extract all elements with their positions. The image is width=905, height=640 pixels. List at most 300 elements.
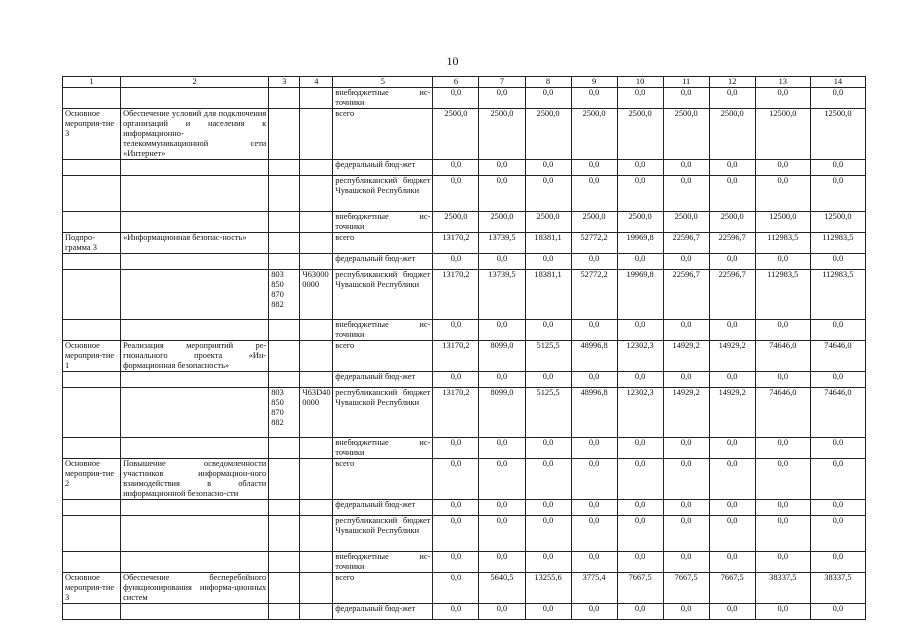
classifier-cell: [300, 573, 333, 604]
value-cell: 0,0: [479, 459, 525, 500]
column-header-7: 7: [479, 77, 525, 88]
table-row: [63, 109, 866, 160]
value-cell: 0,0: [755, 372, 810, 388]
classifier-cell: [300, 552, 333, 573]
code-cell: [269, 459, 300, 500]
source-cell: внебюджетные ис-точники: [333, 552, 433, 573]
value-cell: 13739,5: [479, 233, 525, 254]
classifier-cell: [300, 88, 333, 109]
value-cell: 0,0: [617, 160, 663, 176]
value-cell: 0,0: [479, 176, 525, 212]
value-cell: 0,0: [525, 254, 571, 270]
value-cell: 0,0: [571, 176, 617, 212]
value-cell: 3775,4: [571, 573, 617, 604]
value-cell: 2500,0: [571, 109, 617, 160]
table-row: [63, 516, 866, 552]
classifier-cell: [300, 604, 333, 620]
column-header-3: 3: [269, 77, 300, 88]
program-cell: [63, 160, 121, 176]
value-cell: 0,0: [525, 372, 571, 388]
classifier-cell: [300, 320, 333, 341]
program-cell: [63, 516, 121, 552]
value-cell: 0,0: [525, 552, 571, 573]
value-cell: 0,0: [663, 516, 709, 552]
value-cell: 0,0: [571, 552, 617, 573]
description-cell: [121, 438, 269, 459]
source-cell: внебюджетные ис-точники: [333, 212, 433, 233]
value-cell: 2500,0: [433, 212, 479, 233]
value-cell: 0,0: [479, 160, 525, 176]
source-cell: всего: [333, 233, 433, 254]
value-cell: 0,0: [810, 438, 865, 459]
value-cell: 0,0: [810, 372, 865, 388]
value-cell: 2500,0: [663, 109, 709, 160]
value-cell: 0,0: [755, 320, 810, 341]
table-row: [63, 459, 866, 500]
value-cell: 7667,5: [709, 573, 755, 604]
value-cell: 0,0: [525, 500, 571, 516]
table-row: [63, 270, 866, 320]
program-cell: Основное мероприя-тие 3: [63, 573, 121, 604]
value-cell: 0,0: [663, 552, 709, 573]
value-cell: 0,0: [709, 604, 755, 620]
source-cell: всего: [333, 341, 433, 372]
table-row: [63, 500, 866, 516]
value-cell: 0,0: [810, 604, 865, 620]
code-cell: [269, 160, 300, 176]
value-cell: 0,0: [433, 573, 479, 604]
page-number: 10: [446, 54, 459, 68]
value-cell: 0,0: [617, 500, 663, 516]
value-cell: 112983,5: [810, 233, 865, 254]
value-cell: 112983,5: [755, 233, 810, 254]
value-cell: 38337,5: [755, 573, 810, 604]
value-cell: 0,0: [755, 552, 810, 573]
code-cell: [269, 176, 300, 212]
code-cell: [269, 438, 300, 459]
table-row: [63, 88, 866, 109]
description-cell: [121, 254, 269, 270]
value-cell: 0,0: [571, 459, 617, 500]
value-cell: 0,0: [525, 176, 571, 212]
value-cell: 0,0: [433, 516, 479, 552]
description-cell: [121, 270, 269, 320]
description-cell: [121, 552, 269, 573]
value-cell: 2500,0: [663, 212, 709, 233]
value-cell: 13170,2: [433, 388, 479, 438]
source-cell: всего: [333, 573, 433, 604]
value-cell: 2500,0: [479, 109, 525, 160]
value-cell: 0,0: [617, 254, 663, 270]
code-cell: [269, 500, 300, 516]
value-cell: 0,0: [525, 88, 571, 109]
value-cell: 0,0: [709, 516, 755, 552]
value-cell: 0,0: [433, 438, 479, 459]
value-cell: 0,0: [479, 516, 525, 552]
source-cell: республиканский бюджет Чувашской Республики: [333, 388, 433, 438]
source-cell: внебюджетные ис-точники: [333, 438, 433, 459]
value-cell: 12302,3: [617, 341, 663, 372]
source-cell: всего: [333, 109, 433, 160]
value-cell: 74646,0: [755, 341, 810, 372]
classifier-cell: [300, 176, 333, 212]
value-cell: 0,0: [617, 176, 663, 212]
description-cell: Обеспечение бесперебойного функционирования информа-ционных систем: [121, 573, 269, 604]
value-cell: 14929,2: [709, 341, 755, 372]
value-cell: 48996,8: [571, 341, 617, 372]
value-cell: 0,0: [755, 88, 810, 109]
value-cell: 0,0: [571, 438, 617, 459]
value-cell: 14929,2: [709, 388, 755, 438]
table-row: [63, 212, 866, 233]
description-cell: Повышение осведомленности участников информацион-ного взаимодействия в области информационной безопасно-сти: [121, 459, 269, 500]
value-cell: 13170,2: [433, 270, 479, 320]
value-cell: 5125,5: [525, 341, 571, 372]
table-row: [63, 320, 866, 341]
source-cell: внебюджетные ис-точники: [333, 88, 433, 109]
value-cell: 2500,0: [479, 212, 525, 233]
value-cell: 13170,2: [433, 341, 479, 372]
code-cell: [269, 212, 300, 233]
value-cell: 74646,0: [755, 388, 810, 438]
value-cell: 52772,2: [571, 233, 617, 254]
source-cell: федеральный бюд-жет: [333, 604, 433, 620]
classifier-cell: [300, 254, 333, 270]
value-cell: 0,0: [709, 176, 755, 212]
table-row: [63, 254, 866, 270]
value-cell: 38337,5: [810, 573, 865, 604]
code-cell: [269, 341, 300, 372]
value-cell: 0,0: [433, 160, 479, 176]
value-cell: 0,0: [810, 254, 865, 270]
value-cell: 0,0: [810, 459, 865, 500]
value-cell: 18381,1: [525, 270, 571, 320]
code-cell: [269, 88, 300, 109]
value-cell: 0,0: [810, 500, 865, 516]
source-cell: республиканский бюджет Чувашской Республики: [333, 176, 433, 212]
description-cell: [121, 88, 269, 109]
classifier-cell: [300, 233, 333, 254]
value-cell: 2500,0: [571, 212, 617, 233]
value-cell: 0,0: [433, 320, 479, 341]
value-cell: 12500,0: [755, 212, 810, 233]
value-cell: 0,0: [755, 500, 810, 516]
value-cell: 0,0: [433, 459, 479, 500]
value-cell: 12302,3: [617, 388, 663, 438]
classifier-cell: Ч63000 0000: [300, 270, 333, 320]
table-row: [63, 388, 866, 438]
value-cell: 0,0: [525, 459, 571, 500]
description-cell: [121, 160, 269, 176]
value-cell: 2500,0: [709, 109, 755, 160]
code-cell: [269, 573, 300, 604]
description-cell: [121, 604, 269, 620]
source-cell: федеральный бюд-жет: [333, 254, 433, 270]
column-header-13: 13: [755, 77, 810, 88]
budget-table: [62, 76, 866, 620]
value-cell: 0,0: [709, 552, 755, 573]
value-cell: 0,0: [525, 516, 571, 552]
value-cell: 0,0: [663, 254, 709, 270]
value-cell: 14929,2: [663, 341, 709, 372]
value-cell: 0,0: [663, 372, 709, 388]
value-cell: 0,0: [479, 552, 525, 573]
value-cell: 0,0: [571, 88, 617, 109]
value-cell: 0,0: [755, 160, 810, 176]
value-cell: 0,0: [433, 552, 479, 573]
description-cell: [121, 388, 269, 438]
value-cell: 5640,5: [479, 573, 525, 604]
value-cell: 48996,8: [571, 388, 617, 438]
code-cell: [269, 516, 300, 552]
classifier-cell: [300, 160, 333, 176]
value-cell: 19969,8: [617, 233, 663, 254]
value-cell: 0,0: [617, 438, 663, 459]
value-cell: 12500,0: [810, 212, 865, 233]
source-cell: республиканский бюджет Чувашской Республики: [333, 270, 433, 320]
column-header-5: 5: [333, 77, 433, 88]
value-cell: 22596,7: [709, 233, 755, 254]
classifier-cell: [300, 212, 333, 233]
program-cell: [63, 88, 121, 109]
description-cell: [121, 516, 269, 552]
description-cell: [121, 372, 269, 388]
classifier-cell: [300, 372, 333, 388]
value-cell: 0,0: [571, 254, 617, 270]
program-cell: Основное мероприя-тие 1: [63, 341, 121, 372]
source-cell: всего: [333, 459, 433, 500]
column-header-10: 10: [617, 77, 663, 88]
value-cell: 22596,7: [709, 270, 755, 320]
value-cell: 0,0: [617, 604, 663, 620]
value-cell: 0,0: [663, 459, 709, 500]
program-cell: [63, 176, 121, 212]
value-cell: 0,0: [709, 372, 755, 388]
column-header-4: 4: [300, 77, 333, 88]
program-cell: [63, 270, 121, 320]
value-cell: 112983,5: [810, 270, 865, 320]
value-cell: 0,0: [525, 604, 571, 620]
value-cell: 0,0: [479, 438, 525, 459]
program-cell: [63, 552, 121, 573]
value-cell: 0,0: [810, 160, 865, 176]
value-cell: 22596,7: [663, 270, 709, 320]
source-cell: федеральный бюд-жет: [333, 160, 433, 176]
value-cell: 0,0: [663, 604, 709, 620]
value-cell: 0,0: [479, 500, 525, 516]
code-cell: [269, 109, 300, 160]
value-cell: 0,0: [810, 88, 865, 109]
value-cell: 0,0: [433, 372, 479, 388]
program-cell: [63, 388, 121, 438]
value-cell: 0,0: [663, 88, 709, 109]
value-cell: 0,0: [709, 459, 755, 500]
value-cell: 12500,0: [810, 109, 865, 160]
value-cell: 0,0: [617, 552, 663, 573]
value-cell: 0,0: [617, 372, 663, 388]
program-cell: Подпро-грамма 3: [63, 233, 121, 254]
table-row: [63, 160, 866, 176]
table-row: [63, 438, 866, 459]
description-cell: «Информационная безопас-ность»: [121, 233, 269, 254]
value-cell: 0,0: [663, 320, 709, 341]
value-cell: 0,0: [479, 372, 525, 388]
header-row: [63, 77, 866, 88]
value-cell: 0,0: [755, 254, 810, 270]
value-cell: 0,0: [663, 438, 709, 459]
value-cell: 2500,0: [617, 212, 663, 233]
value-cell: 0,0: [525, 320, 571, 341]
source-cell: федеральный бюд-жет: [333, 372, 433, 388]
value-cell: 0,0: [571, 372, 617, 388]
value-cell: 0,0: [433, 500, 479, 516]
program-cell: [63, 212, 121, 233]
column-header-6: 6: [433, 77, 479, 88]
value-cell: 0,0: [433, 604, 479, 620]
classifier-cell: [300, 500, 333, 516]
table-row: [63, 573, 866, 604]
value-cell: 5125,5: [525, 388, 571, 438]
code-cell: [269, 604, 300, 620]
code-cell: [269, 552, 300, 573]
value-cell: 0,0: [810, 552, 865, 573]
value-cell: 0,0: [571, 320, 617, 341]
code-cell: [269, 233, 300, 254]
value-cell: 7667,5: [617, 573, 663, 604]
value-cell: 0,0: [709, 88, 755, 109]
value-cell: 0,0: [617, 88, 663, 109]
table-row: [63, 176, 866, 212]
value-cell: 13739,5: [479, 270, 525, 320]
value-cell: 12500,0: [755, 109, 810, 160]
value-cell: 2500,0: [617, 109, 663, 160]
column-header-12: 12: [709, 77, 755, 88]
code-cell: 803 850 870 882: [269, 388, 300, 438]
value-cell: 0,0: [571, 160, 617, 176]
column-header-9: 9: [571, 77, 617, 88]
description-cell: [121, 176, 269, 212]
value-cell: 0,0: [433, 176, 479, 212]
description-cell: Обеспечение условий для подключения организаций и населения к информационно-телекоммуникационной сети «Интернет»: [121, 109, 269, 160]
description-cell: Реализация мероприятий ре-гионального проекта «Ин-формационная безопасность»: [121, 341, 269, 372]
value-cell: 0,0: [617, 320, 663, 341]
value-cell: 0,0: [617, 459, 663, 500]
classifier-cell: [300, 459, 333, 500]
classifier-cell: [300, 341, 333, 372]
value-cell: 0,0: [709, 254, 755, 270]
source-cell: внебюджетные ис-точники: [333, 320, 433, 341]
value-cell: 0,0: [810, 320, 865, 341]
program-cell: [63, 604, 121, 620]
value-cell: 18381,1: [525, 233, 571, 254]
value-cell: 0,0: [525, 160, 571, 176]
value-cell: 0,0: [755, 516, 810, 552]
value-cell: 74646,0: [810, 341, 865, 372]
classifier-cell: [300, 516, 333, 552]
value-cell: 2500,0: [433, 109, 479, 160]
table-row: [63, 372, 866, 388]
value-cell: 19969,8: [617, 270, 663, 320]
value-cell: 0,0: [571, 500, 617, 516]
value-cell: 13255,6: [525, 573, 571, 604]
program-cell: Основное мероприя-тие 2: [63, 459, 121, 500]
value-cell: 0,0: [663, 176, 709, 212]
source-cell: республиканский бюджет Чувашской Республики: [333, 516, 433, 552]
value-cell: 0,0: [755, 176, 810, 212]
value-cell: 2500,0: [709, 212, 755, 233]
classifier-cell: Ч63D40 0000: [300, 388, 333, 438]
value-cell: 0,0: [479, 320, 525, 341]
classifier-cell: [300, 109, 333, 160]
value-cell: 0,0: [571, 604, 617, 620]
program-cell: [63, 500, 121, 516]
value-cell: 14929,2: [663, 388, 709, 438]
program-cell: [63, 254, 121, 270]
program-cell: Основное мероприя-тие 3: [63, 109, 121, 160]
value-cell: 0,0: [755, 459, 810, 500]
description-cell: [121, 212, 269, 233]
column-header-11: 11: [663, 77, 709, 88]
value-cell: 0,0: [810, 516, 865, 552]
value-cell: 0,0: [525, 438, 571, 459]
value-cell: 0,0: [755, 604, 810, 620]
value-cell: 2500,0: [525, 212, 571, 233]
value-cell: 13170,2: [433, 233, 479, 254]
value-cell: 0,0: [755, 438, 810, 459]
value-cell: 0,0: [479, 254, 525, 270]
code-cell: 803 850 870 882: [269, 270, 300, 320]
source-cell: федеральный бюд-жет: [333, 500, 433, 516]
code-cell: [269, 320, 300, 341]
value-cell: 8099,0: [479, 388, 525, 438]
value-cell: 2500,0: [525, 109, 571, 160]
value-cell: 0,0: [479, 604, 525, 620]
description-cell: [121, 500, 269, 516]
column-header-1: 1: [63, 77, 121, 88]
value-cell: 112983,5: [755, 270, 810, 320]
value-cell: 0,0: [709, 160, 755, 176]
value-cell: 0,0: [709, 500, 755, 516]
program-cell: [63, 438, 121, 459]
classifier-cell: [300, 438, 333, 459]
code-cell: [269, 254, 300, 270]
value-cell: 22596,7: [663, 233, 709, 254]
program-cell: [63, 372, 121, 388]
value-cell: 0,0: [617, 516, 663, 552]
value-cell: 52772,2: [571, 270, 617, 320]
value-cell: 0,0: [433, 88, 479, 109]
value-cell: 0,0: [433, 254, 479, 270]
program-cell: [63, 320, 121, 341]
description-cell: [121, 320, 269, 341]
value-cell: 8099,0: [479, 341, 525, 372]
value-cell: 7667,5: [663, 573, 709, 604]
table-row: [63, 341, 866, 372]
value-cell: 0,0: [709, 438, 755, 459]
value-cell: 0,0: [663, 160, 709, 176]
table-row: [63, 552, 866, 573]
value-cell: 0,0: [709, 320, 755, 341]
value-cell: 0,0: [571, 516, 617, 552]
code-cell: [269, 372, 300, 388]
table-row: [63, 233, 866, 254]
column-header-2: 2: [121, 77, 269, 88]
value-cell: 74646,0: [810, 388, 865, 438]
value-cell: 0,0: [663, 500, 709, 516]
value-cell: 0,0: [810, 176, 865, 212]
value-cell: 0,0: [479, 88, 525, 109]
table-row: [63, 604, 866, 620]
